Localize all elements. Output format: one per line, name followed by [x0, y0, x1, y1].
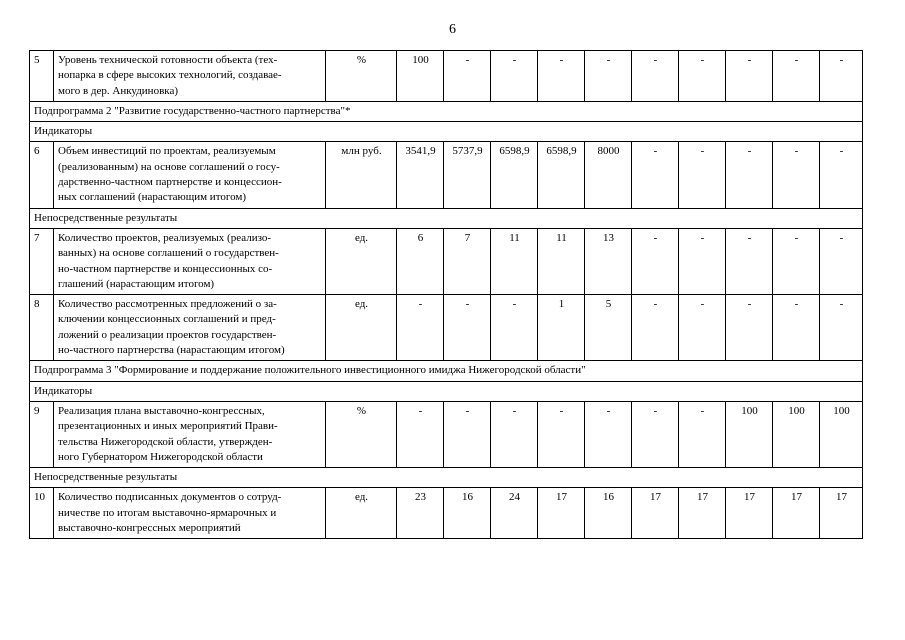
indicators-table — [29, 50, 863, 539]
indicator-description — [54, 51, 326, 102]
description-line: глашений (нарастающим итогом) — [58, 277, 215, 290]
indicator-row — [30, 401, 863, 467]
section-row — [30, 468, 863, 488]
value-cell: 5737,9 — [444, 142, 491, 208]
value-cell: 17 — [773, 488, 820, 539]
value-cell: - — [773, 295, 820, 361]
value-cell: - — [632, 51, 679, 102]
unit-cell: ед. — [326, 295, 397, 361]
description-line: нопарка в сфере высоких технологий, создавае- — [58, 69, 282, 82]
indicator-description — [54, 142, 326, 208]
value-cell: - — [679, 51, 726, 102]
section-row — [30, 122, 863, 142]
unit-cell: % — [326, 51, 397, 102]
row-number: 10 — [30, 488, 54, 539]
indicator-description — [54, 295, 326, 361]
description-line: ничестве по итогам выставочно-ярмарочных и — [58, 506, 277, 519]
value-cell: 13 — [585, 228, 632, 294]
value-cell: - — [444, 295, 491, 361]
section-row — [30, 381, 863, 401]
row-number: 6 — [30, 142, 54, 208]
value-cell: 7 — [444, 228, 491, 294]
value-cell: - — [632, 142, 679, 208]
indicator-description — [54, 488, 326, 539]
value-cell: 17 — [632, 488, 679, 539]
description-line: ных соглашений (нарастающим итогом) — [58, 191, 247, 204]
value-cell: - — [538, 401, 585, 467]
table-body — [30, 51, 863, 539]
value-cell: 8000 — [585, 142, 632, 208]
value-cell: - — [585, 401, 632, 467]
value-cell: - — [820, 295, 863, 361]
value-cell: 16 — [585, 488, 632, 539]
indicator-row — [30, 142, 863, 208]
value-cell: - — [726, 295, 773, 361]
description-line: (реализованным) на основе соглашений о госу- — [58, 160, 280, 173]
value-cell: - — [632, 295, 679, 361]
unit-cell: млн руб. — [326, 142, 397, 208]
row-number: 9 — [30, 401, 54, 467]
value-cell: 23 — [397, 488, 444, 539]
unit-cell: % — [326, 401, 397, 467]
description-line: ложений о реализации проектов государствен- — [58, 328, 277, 341]
value-cell: - — [679, 142, 726, 208]
value-cell: - — [679, 228, 726, 294]
description-line: мого в дер. Анкудиновка) — [58, 84, 178, 97]
value-cell: - — [444, 51, 491, 102]
description-line: Реализация плана выставочно-конгрессных, — [58, 404, 265, 417]
section-title: Индикаторы — [30, 381, 863, 401]
description-line: ного Губернатором Нижегородской области — [58, 450, 263, 463]
section-title: Индикаторы — [30, 122, 863, 142]
value-cell: - — [397, 401, 444, 467]
value-cell: 16 — [444, 488, 491, 539]
indicator-row — [30, 488, 863, 539]
value-cell: - — [820, 51, 863, 102]
page-number: 6 — [449, 22, 456, 37]
description-line: ключении концессионных соглашений и пред- — [58, 313, 276, 326]
value-cell: - — [726, 142, 773, 208]
value-cell: - — [773, 228, 820, 294]
value-cell: 100 — [773, 401, 820, 467]
value-cell: - — [491, 295, 538, 361]
indicator-row — [30, 51, 863, 102]
value-cell: - — [632, 228, 679, 294]
value-cell: 17 — [726, 488, 773, 539]
value-cell: - — [773, 142, 820, 208]
indicator-description — [54, 401, 326, 467]
value-cell: - — [538, 51, 585, 102]
section-title: Подпрограмма 3 "Формирование и поддержание положительного инвестиционного имиджа Нижегородской области" — [30, 361, 863, 381]
description-line: Уровень технической готовности объекта (тех- — [58, 54, 278, 66]
value-cell: - — [444, 401, 491, 467]
section-title: Подпрограмма 2 "Развитие государственно-частного партнерства"* — [30, 101, 863, 121]
section-title: Непосредственные результаты — [30, 208, 863, 228]
value-cell: 100 — [726, 401, 773, 467]
description-line: Количество рассмотренных предложений о за- — [58, 298, 277, 311]
indicator-row — [30, 295, 863, 361]
value-cell: - — [726, 228, 773, 294]
value-cell: 24 — [491, 488, 538, 539]
indicator-row — [30, 228, 863, 294]
description-line: Количество проектов, реализуемых (реализо- — [58, 231, 272, 244]
value-cell: - — [632, 401, 679, 467]
unit-cell: ед. — [326, 488, 397, 539]
value-cell: 6 — [397, 228, 444, 294]
value-cell: 5 — [585, 295, 632, 361]
value-cell: 100 — [820, 401, 863, 467]
description-line: но-частного партнерства (нарастающим итогом) — [58, 344, 285, 357]
description-line: Количество подписанных документов о сотруд- — [58, 491, 282, 504]
value-cell: - — [820, 228, 863, 294]
row-number: 8 — [30, 295, 54, 361]
value-cell: - — [726, 51, 773, 102]
value-cell: 11 — [538, 228, 585, 294]
description-line: ванных) на основе соглашений о государствен- — [58, 247, 279, 260]
value-cell: - — [397, 295, 444, 361]
value-cell: - — [679, 401, 726, 467]
description-line: дарственно-частном партнерстве и концессион- — [58, 176, 282, 189]
row-number: 5 — [30, 51, 54, 102]
description-line: презентационных и иных мероприятий Прави- — [58, 420, 278, 433]
value-cell: - — [491, 401, 538, 467]
value-cell: - — [820, 142, 863, 208]
value-cell: 3541,9 — [397, 142, 444, 208]
description-line: но-частном партнерстве и концессионных со- — [58, 262, 273, 275]
value-cell: - — [773, 51, 820, 102]
row-number: 7 — [30, 228, 54, 294]
value-cell: 100 — [397, 51, 444, 102]
value-cell: 17 — [679, 488, 726, 539]
value-cell: - — [491, 51, 538, 102]
description-line: Объем инвестиций по проектам, реализуемым — [58, 145, 276, 158]
value-cell: 17 — [820, 488, 863, 539]
section-row — [30, 361, 863, 381]
value-cell: - — [585, 51, 632, 102]
unit-cell: ед. — [326, 228, 397, 294]
section-row — [30, 208, 863, 228]
value-cell: - — [679, 295, 726, 361]
value-cell: 17 — [538, 488, 585, 539]
description-line: тельства Нижегородской области, утвержден- — [58, 435, 273, 448]
value-cell: 6598,9 — [538, 142, 585, 208]
value-cell: 1 — [538, 295, 585, 361]
value-cell: 6598,9 — [491, 142, 538, 208]
section-row — [30, 101, 863, 121]
description-line: выставочно-конгрессных мероприятий — [58, 522, 241, 535]
section-title: Непосредственные результаты — [30, 468, 863, 488]
value-cell: 11 — [491, 228, 538, 294]
indicator-description — [54, 228, 326, 294]
